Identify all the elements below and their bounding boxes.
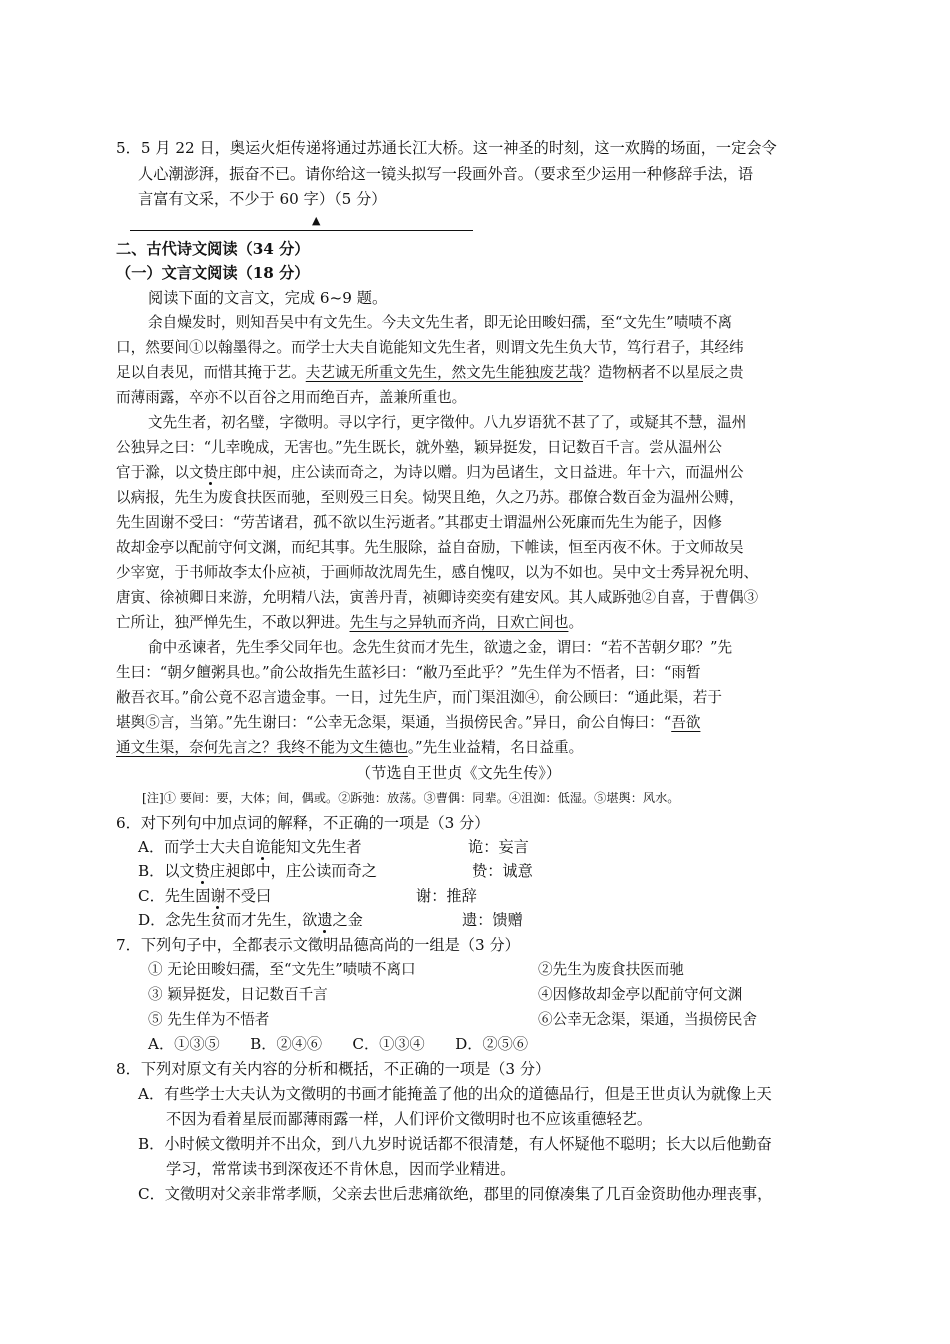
q7-item-1: ① 无论田畯妇孺，至“文先生”啧啧不离口: [148, 961, 416, 978]
q6-option-d[interactable]: D．念先生贫而才先生，欲遗之金: [138, 911, 363, 929]
q8-option-c[interactable]: C．文徵明对父亲非常孝顺，父亲去世后悲痛欲绝，郡里的同僚凑集了几百金资助他办理丧事，: [138, 1185, 773, 1203]
q6-stem: 6．对下列句中加点词的解释，不正确的一项是（3 分）: [116, 814, 490, 832]
passage-line: 唐寅、徐祯卿日来游，允明精八法，寅善丹青，祯卿诗奕奕有建安风。其人咸跅弛②自喜，于曹偶③: [116, 589, 759, 606]
passage-line: 文先生者，初名璧，字徵明。寻以字行，更字徵仲。八九岁语犹不甚了了，或疑其不慧，温州: [148, 414, 747, 431]
q8-option-a[interactable]: A．有些学士大夫认为文徵明的书画才能掩盖了他的出众的道德品行，但是王世贞认为就像上天: [138, 1085, 772, 1103]
q7-item-5: ⑤ 先生佯为不悟者: [148, 1011, 270, 1028]
q7-item-3: ③ 颖异挺发，日记数百千言: [148, 986, 328, 1003]
passage-notes: [注]① 要间：要，大体；间，偶或。②跅弛：放荡。③曹偶：同辈。④沮洳：低湿。⑤堪舆：风水。: [142, 791, 680, 805]
q7-item-2: ②先生为废食扶医而驰: [538, 961, 684, 978]
subsection-title: （一）文言文阅读（18 分）: [116, 264, 310, 282]
passage-line: 堪舆⑤言，当第。”先生谢曰：“公幸无念渠，渠通，当损傍民舍。”异日，俞公自悔曰：“吾欲: [116, 714, 701, 731]
q6-gloss-a: 诡：妄言: [468, 838, 529, 856]
q8-stem: 8．下列对原文有关内容的分析和概括，不正确的一项是（3 分）: [116, 1060, 551, 1078]
q7-stem: 7．下列句子中，全都表示文徵明品德高尚的一组是（3 分）: [116, 936, 520, 954]
q6-option-c[interactable]: C．先生固谢不受曰: [138, 887, 272, 905]
passage-line: 公独异之曰：“儿幸晚成，无害也。”先生既长，就外塾，颖异挺发，日记数百千言。尝从温州公: [116, 439, 722, 456]
passage-line: 余自燥发时，则知吾吴中有文先生。今夫文先生者，即无论田畯妇孺，至“文先生”啧啧不离: [148, 314, 733, 331]
passage-line: 敝吾衣耳。”俞公竟不忍言遗金事。一日，过先生庐，而门渠沮洳④，俞公顾曰：“通此渠，若于: [116, 689, 722, 706]
passage-line: 故却金亭以配前守何文渊，而纪其事。先生服除，益自奋励，下帷读，恒至丙夜不休。于文师故吴: [116, 539, 744, 556]
q6-option-b[interactable]: B．以文贽庄昶郎中，庄公读而奇之: [138, 862, 377, 880]
passage-line: 通文生渠，奈何先言之？我终不能为文生德也。”先生业益精，名日益重。: [116, 739, 584, 756]
q8-option-b-cont: 学习，常常读书到深夜还不肯休息，因而学业精进。: [166, 1160, 516, 1178]
dotted-word: 贽: [203, 464, 219, 481]
passage-line: 以病报，先生为废食扶医而驰，至则殁三日矣。恸哭且绝，久之乃苏。郡僚合数百金为温州公赙，: [116, 489, 744, 506]
q5-line-1: 5．5 月 22 日，奥运火炬传递将通过苏通长江大桥。这一神圣的时刻，这一欢腾的场面，一定会令: [116, 139, 777, 157]
passage-line: 少宰宽，于书师故李太仆应祯，于画师故沈周先生，感自愧叹，以为不如也。吴中文士秀异祝允明、: [116, 564, 759, 581]
q8-option-a-cont: 不因为看着星辰而鄙薄雨露一样，人们评价文徵明时也不应该重德轻艺。: [166, 1110, 652, 1128]
q6-option-a[interactable]: A．而学士大夫自诡能知文先生者: [138, 838, 362, 856]
q7-choices[interactable]: A．①③⑤ B．②④⑥ C．①③④ D．②⑤⑥: [148, 1035, 529, 1053]
passage-line: 官于滁，以文贽庄郎中昶，庄公读而奇之，为诗以赠。归为邑诸生，文日益进。年十六，而温州公: [116, 464, 744, 481]
q5-line-3: 言富有文采，不少于 60 字）（5 分）: [138, 190, 387, 208]
underlined-sentence: 吾欲: [671, 714, 701, 731]
passage-line: 口，然要间①以翰墨得之。而学士大夫自诡能知文先生者，则谓文先生负大节，笃行君子，其经纬: [116, 339, 744, 356]
q6-gloss-b: 贽：诚意: [472, 862, 533, 880]
passage-line: 先生固谢不受曰：“劳苦诸君，孤不欲以生污逝者。”其郡吏士谓温州公死廉而先生为能子，因修: [116, 514, 722, 531]
q6-gloss-d: 遗：馈赠: [462, 911, 523, 929]
passage-line: 足以自表见，而惜其掩于艺。夫艺诚无所重文先生，然文先生能独废艺哉？造物柄者不以星辰之贵: [116, 364, 744, 381]
section-title: 二、古代诗文阅读（34 分）: [116, 240, 310, 258]
passage-line: 亡所让，独严惮先生，不敢以狎进。先生与之异轨而齐尚，日欢亡间也。: [116, 614, 584, 631]
passage-line: 而薄雨露，卒亦不以百谷之用而绝百卉，盖兼所重也。: [116, 389, 467, 406]
underlined-sentence: 夫艺诚无所重文先生，然文先生能独废艺哉: [305, 364, 584, 381]
underlined-sentence: 先生与之异轨而齐尚，日欢亡间也: [349, 614, 569, 631]
passage-line: 生曰：“朝夕饘粥具也。”俞公故指先生蓝衫曰：“敝乃至此乎？”先生佯为不悟者，曰：“雨暂: [116, 664, 701, 681]
instruction: 阅读下面的文言文，完成 6~9 题。: [148, 289, 388, 307]
passage-line: 俞中丞谏者，先生季父同年也。念先生贫而才先生，欲遗之金，谓曰：“若不苦朝夕耶？”先: [148, 639, 733, 656]
answer-line[interactable]: [130, 230, 473, 231]
underlined-sentence: 通文生渠，奈何先言之？我终不能为文生德也: [116, 739, 408, 756]
answer-mark: ▲: [312, 214, 321, 227]
q8-option-b[interactable]: B．小时候文徵明并不出众，到八九岁时说话都不很清楚，有人怀疑他不聪明；长大以后他勤奋: [138, 1135, 772, 1153]
q6-gloss-c: 谢：推辞: [416, 887, 477, 905]
q5-line-2: 人心潮澎湃，振奋不已。请你给这一镜头拟写一段画外音。（要求至少运用一种修辞手法，语: [138, 165, 754, 183]
passage-source: （节选自王世贞《文先生传》）: [356, 764, 562, 782]
q7-item-4: ④因修故却金亭以配前守何文渊: [538, 986, 743, 1003]
q7-item-6: ⑥公幸无念渠，渠通，当损傍民舍: [538, 1011, 757, 1028]
